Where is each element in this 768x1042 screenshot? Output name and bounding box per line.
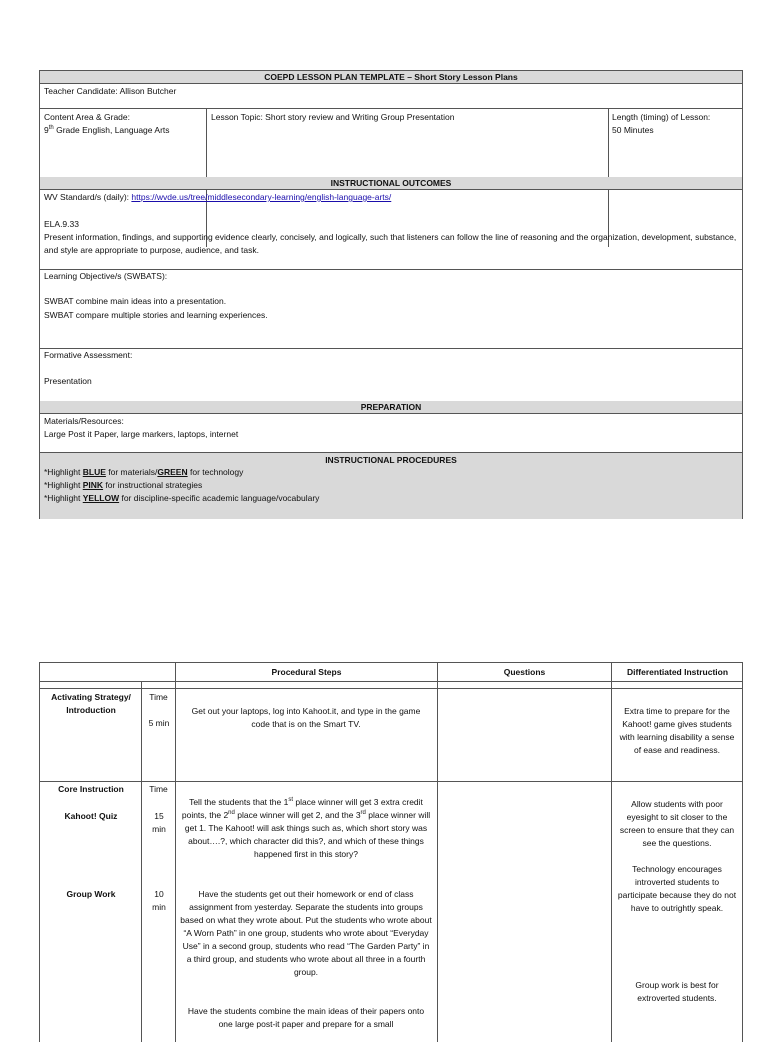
objective-2: SWBAT compare multiple stories and learning experiences. <box>44 310 268 320</box>
template-title: COEPD LESSON PLAN TEMPLATE – Short Story Lesson Plans <box>40 71 742 83</box>
activating-diff: Extra time to prepare for the Kahoot! game gives students with learning disability a sense of ease and readiness. <box>619 706 735 755</box>
wv-standard-link[interactable]: https://wvde.us/tree/middlesecondary-learning/english-language-arts/ <box>131 192 392 202</box>
highlight-note-1: *Highlight BLUE for materials/GREEN for technology <box>44 467 244 477</box>
materials-value: Large Post it Paper, large markers, laptops, internet <box>44 429 239 439</box>
group-work-label: Group Work <box>66 889 116 899</box>
lesson-plan-table <box>39 70 743 519</box>
kahoot-quiz-label: Kahoot! Quiz <box>64 811 118 821</box>
core-time-label: Time <box>149 784 168 794</box>
formative-assessment-value: Presentation <box>44 376 92 386</box>
col-differentiated: Differentiated Instruction <box>626 667 729 677</box>
col-questions: Questions <box>503 667 546 677</box>
group-work-diff: Group work is best for extroverted students. <box>635 980 719 1003</box>
grade-value: 9th Grade English, Language Arts <box>44 125 170 135</box>
procedures-header: INSTRUCTIONAL PROCEDURES <box>325 455 457 465</box>
ela-code: ELA.9.33 <box>44 219 79 229</box>
activating-time-label: Time <box>149 692 168 702</box>
ela-description: Present information, findings, and supporting evidence clearly, concisely, and logically, such that listeners can follow the line of reasoning and the organization, development, substance, and style are appropriate to purpose, audience, and task. <box>44 232 737 255</box>
activating-strategy-label: Activating Strategy/ Introduction <box>51 692 131 715</box>
materials-label: Materials/Resources: <box>44 416 124 426</box>
outcomes-header: INSTRUCTIONAL OUTCOMES <box>40 177 742 189</box>
highlight-note-2: *Highlight PINK for instructional strategies <box>44 480 203 490</box>
col-procedural-steps: Procedural Steps <box>271 667 342 677</box>
kahoot-step: Tell the students that the 1st place winner will get 3 extra credit points, the 2nd place winner will get 2, and the 3rd place winner will get 1. The Kahoot! will ask things such as, which short story was about….?, which character did this?, and which of these things happened first in this story? <box>181 797 431 859</box>
teacher-candidate: Teacher Candidate: Allison Butcher <box>44 86 177 96</box>
activating-time: 5 min <box>148 718 170 728</box>
content-area-label: Content Area & Grade: <box>44 112 130 122</box>
kahoot-diff-2: Technology encourages introverted students to participate because they do not have to outrightly speak. <box>617 864 737 913</box>
activating-step: Get out your laptops, log into Kahoot.it, and type in the game code that is on the Smart TV. <box>191 706 421 729</box>
length-value: 50 Minutes <box>612 125 654 135</box>
wv-standard: WV Standard/s (daily): https://wvde.us/tree/middlesecondary-learning/english-language-arts/ <box>44 192 392 202</box>
group-work-step: Have the students get out their homework or end of class assignment from yesterday. Separate the students into groups based on what they wrote about. Put the students who wrote about “A Worn Path” in one group, students who wrote about “Everyday Use” in a second group, students who read “The Garden Party” in a third group, and students who wrote about all three in a fourth group. <box>180 889 432 977</box>
highlight-note-3: *Highlight YELLOW for discipline-specific academic language/vocabulary <box>44 493 320 503</box>
kahoot-diff-1: Allow students with poor eyesight to sit closer to the screen to ensure that they can see the questions. <box>619 799 735 848</box>
group-work-time: 10 min <box>152 889 166 912</box>
preparation-header: PREPARATION <box>40 401 742 413</box>
formative-assessment-label: Formative Assessment: <box>44 350 133 360</box>
combine-step: Have the students combine the main ideas of their papers onto one large post-it paper and prepare for a small <box>187 1006 425 1029</box>
kahoot-time: 15 min <box>152 811 166 834</box>
objective-1: SWBAT combine main ideas into a presentation. <box>44 296 227 306</box>
learning-objectives-label: Learning Objective/s (SWBATS): <box>44 271 168 281</box>
lesson-topic: Lesson Topic: Short story review and Writing Group Presentation <box>211 112 455 122</box>
procedures-table <box>39 662 743 1042</box>
core-instruction-label: Core Instruction <box>58 784 124 794</box>
length-label: Length (timing) of Lesson: <box>612 112 711 122</box>
